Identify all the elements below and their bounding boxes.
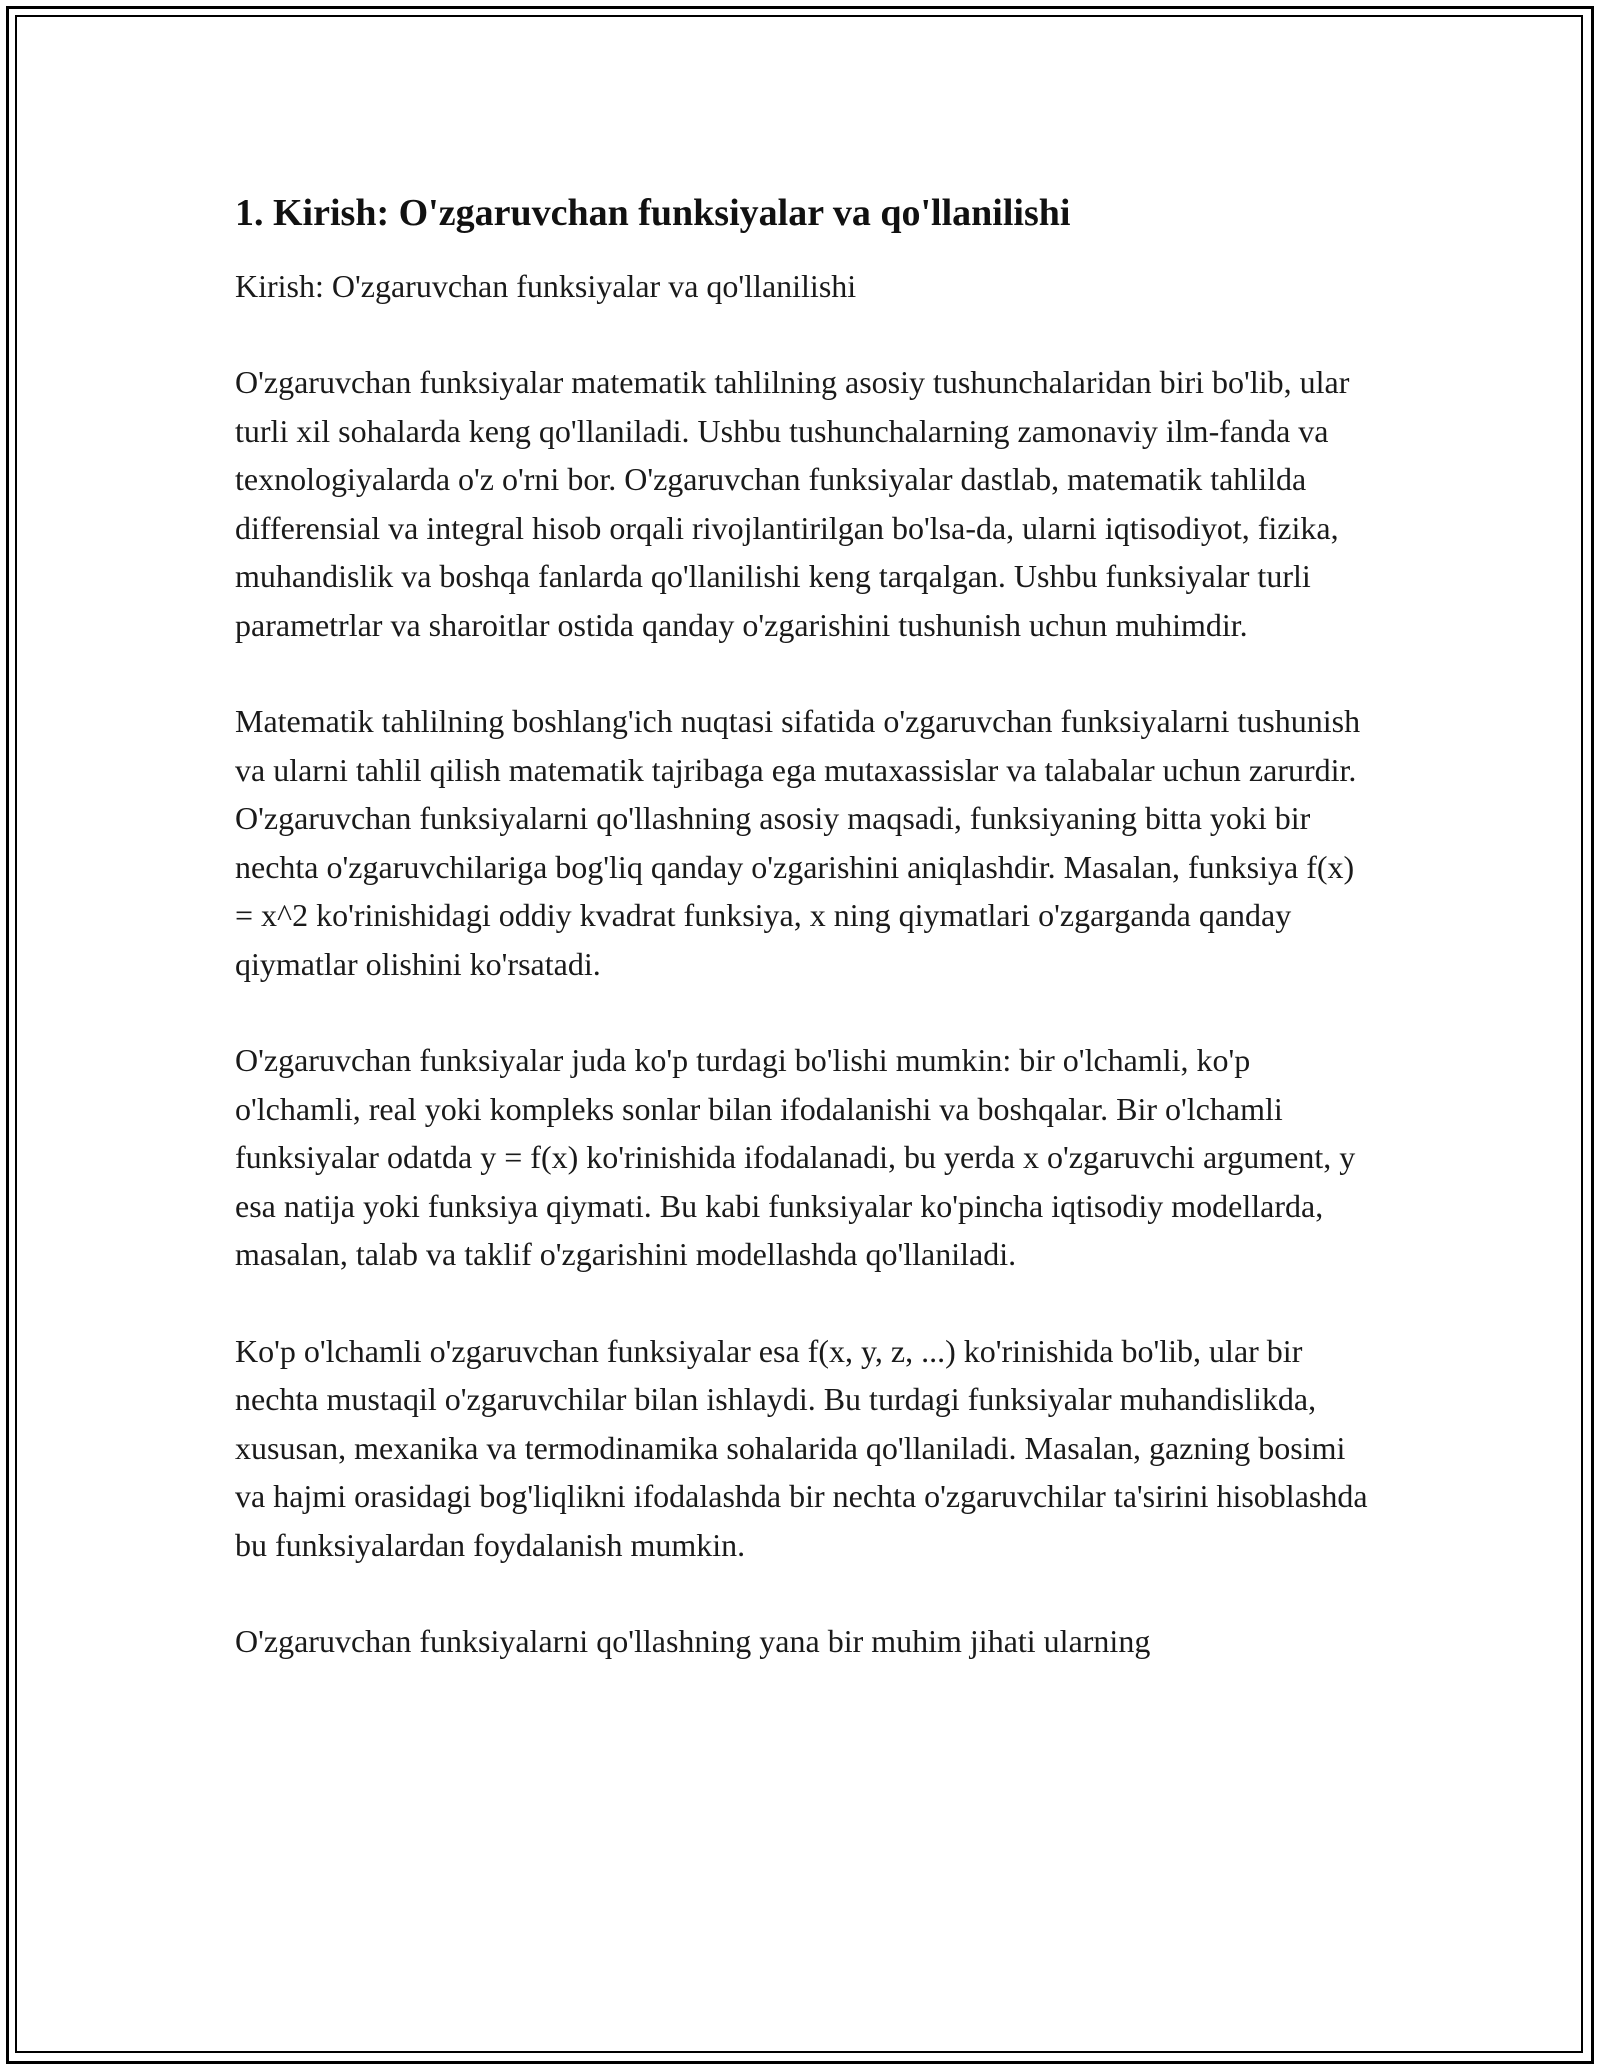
paragraph-1: O'zgaruvchan funksiyalar matematik tahlilning asosiy tushunchalaridan biri bo'lib, ular turli xil sohalarda keng qo'llaniladi. Ushbu tushunchalarning zamonaviy ilm-fanda va texnologiyalarda o'z o'rni bor. O'zgaruvchan funksiyalar dastlab, matematik tahlilda differensial va integral hisob orqali rivojlantirilgan bo'lsa-da, ularni iqtisodiyot, fizika, muhandislik va boshqa fanlarda qo'llanilishi keng tarqalgan. Ushbu funksiyalar turli parametrlar va sharoitlar ostida qanday o'zgarishini tushunish uchun muhimdir. <box>235 364 1350 643</box>
paragraph-2: Matematik tahlilning boshlang'ich nuqtasi sifatida o'zgaruvchan funksiyalarni tushunish va ularni tahlil qilish matematik tajribaga ega mutaxassislar va talabalar uchun zarurdir. O'zgaruvchan funksiyalarni qo'llashning asosiy maqsadi, funksiyaning bitta yoki bir nechta o'zgaruvchilariga bog'liq qanday o'zgarishini aniqlashdir. Masalan, funksiya f(x) = x^2 ko'rinishidagi oddiy kvadrat funksiya, x ning qiymatlari o'zgarganda qanday qiymatlar olishini ko'rsatadi. <box>235 703 1361 982</box>
paragraph-4: Ko'p o'lchamli o'zgaruvchan funksiyalar esa f(x, y, z, ...) ko'rinishida bo'lib, ular bir nechta mustaqil o'zgaruvchilar bilan ishlaydi. Bu turdagi funksiyalar muhandislikda, xususan, mexanika va termodinamika sohalarida qo'llaniladi. Masalan, gazning bosimi va hajmi orasidagi bog'liqlikni ifodalashda bir nechta o'zgaruvchilar ta'sirini hisoblashda bu funksiyalardan foydalanish mumkin. <box>235 1332 1368 1563</box>
document-page <box>235 188 1375 1714</box>
paragraph-3: O'zgaruvchan funksiyalar juda ko'p turdagi bo'lishi mumkin: bir o'lchamli, ko'p o'lchamli, real yoki kompleks sonlar bilan ifodalanishi va boshqalar. Bir o'lchamli funksiyalar odatda y = f(x) ko'rinishida ifodalanadi, bu yerda x o'zgaruvchi argument, y esa natija yoki funksiya qiymati. Bu kabi funksiyalar ko'pincha iqtisodiy modellarda, masalan, talab va taklif o'zgarishini modellashda qo'llaniladi. <box>235 1042 1356 1272</box>
paragraph-5: O'zgaruvchan funksiyalarni qo'llashning yana bir muhim jihati ularning <box>235 1623 1151 1659</box>
section-heading: 1. Kirish: O'zgaruvchan funksiyalar va qo'llanilishi <box>235 192 1071 234</box>
section-subtitle: Kirish: O'zgaruvchan funksiyalar va qo'llanilishi <box>235 268 857 304</box>
